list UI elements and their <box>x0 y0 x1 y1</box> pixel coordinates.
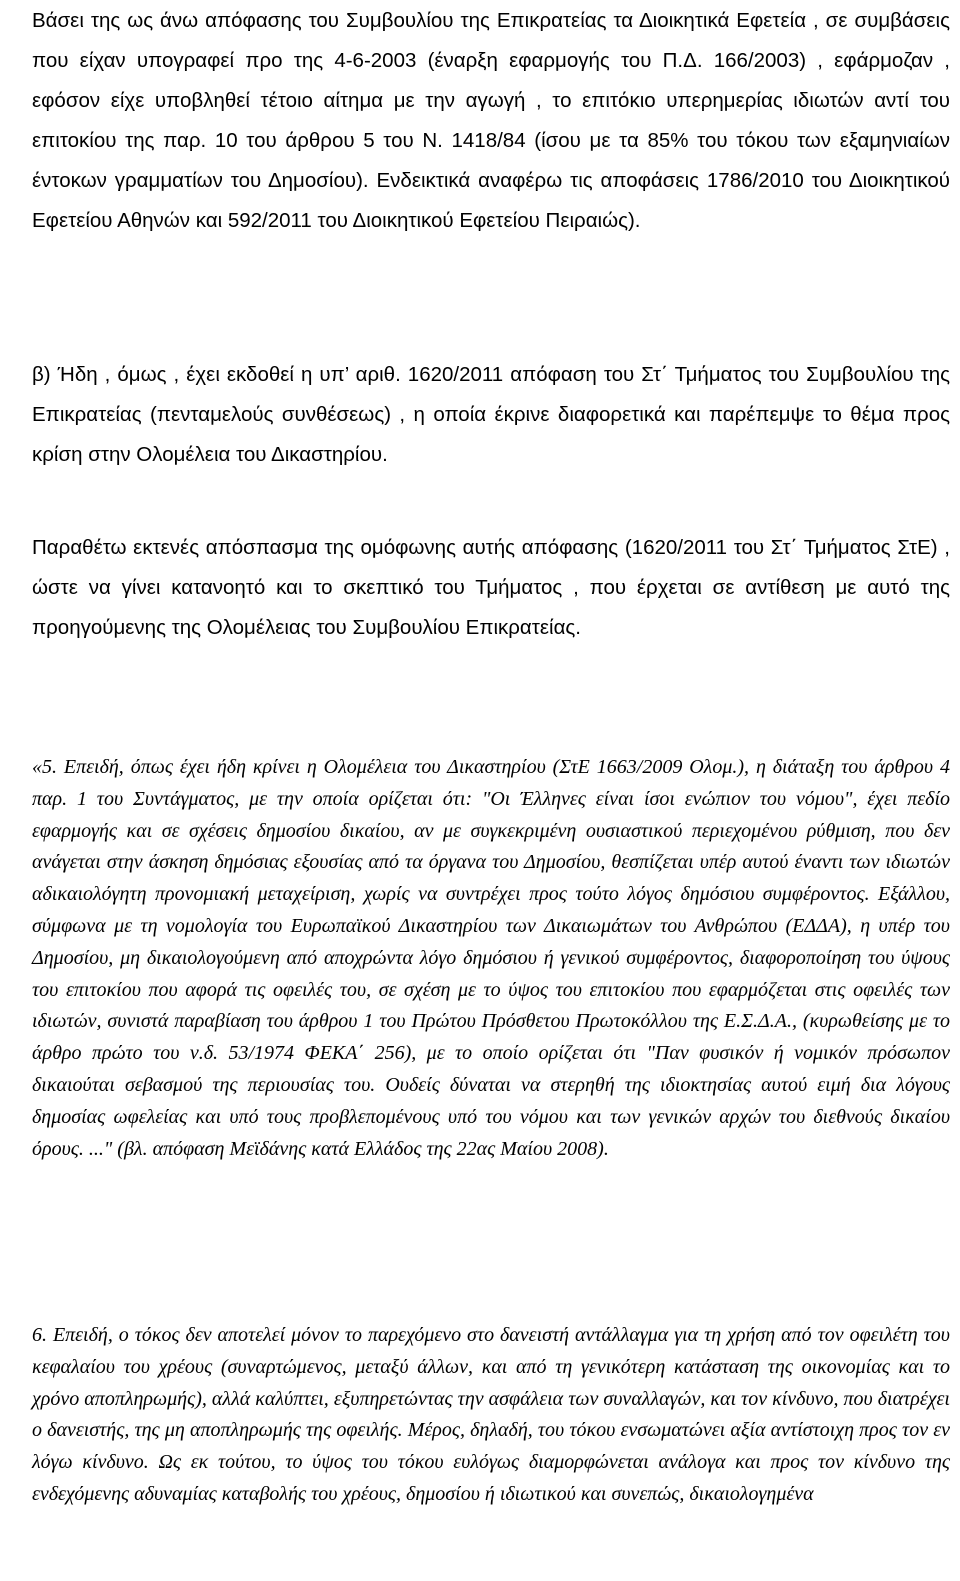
paragraph-1: Βάσει της ως άνω απόφασης του Συμβουλίου της Επικρατείας τα Διοικητικά Εφετεία , σε συμβάσεις που είχαν υπογραφεί προ της 4-6-2003 (έναρξη εφαρμογής του Π.Δ. 166/2003) , εφάρμοζαν , εφόσον είχε υποβληθεί τέτοιο αίτημα με την αγωγή , το επιτόκιο υπερημερίας ιδιωτών αντί του επιτοκίου της παρ. 10 του άρθρου 5 του Ν. 1418/84 (ίσου με τα 85% του τόκου των εξαμηνιαίων έντοκων γραμματίων του Δημοσίου). Ενδεικτικά αναφέρω τις αποφάσεις 1786/2010 του Διοικητικού Εφετείου Αθηνών και 592/2011 του Διοικητικού Εφετείου Πειραιώς). <box>32 9 950 232</box>
quote-paragraph-5: «5. Επειδή, όπως έχει ήδη κρίνει η Ολομέλεια του Δικαστηρίου (ΣτΕ 1663/2009 Ολομ.), η διάταξη του άρθρου 4 παρ. 1 του Συντάγματος, με την οποία ορίζεται ότι: "Οι Έλληνες είναι ίσοι ενώπιον του νόμου", έχει πεδίο εφαρμογής και σε σχέσεις δημοσίου δικαίου, αν με συγκεκριμένη ουσιαστικού περιεχομένου ρύθμιση, που δεν ανάγεται στην άσκηση δημόσιας εξουσίας από τα όργανα του Δημοσίου, θεσπίζεται υπέρ αυτού έναντι των ιδιωτών αδικαιολόγητη προνομιακή μεταχείριση, χωρίς να συντρέχει προς τούτο λόγος δημόσιου συμφέροντος. Εξάλλου, σύμφωνα με τη νομολογία του Ευρωπαϊκού Δικαστηρίου των Δικαιωμάτων του Ανθρώπου (ΕΔΔΑ), η υπέρ του Δημοσίου, μη δικαιολογούμενη από αποχρώντα λόγο δημόσιου ή γενικού συμφέροντος, διαφοροποίηση του ύψους του επιτοκίου που αφορά τις οφειλές του, σε σχέση με το ύψος του επιτοκίου που εφαρμόζεται στις οφειλές των ιδιωτών, συνιστά παραβίαση του άρθρου 1 του Πρώτου Πρόσθετου Πρωτοκόλλου της Ε.Σ.Δ.Α., (κυρωθείσης με το άρθρο πρώτο του ν.δ. 53/1974 ΦΕΚΑ΄ 256), με το οποίο ορίζεται ότι "Παν φυσικόν ή νομικόν πρόσωπον δικαιούται σεβασμού της περιουσίας του. Ουδείς δύναται να στερηθή της ιδιοκτησίας αυτού ειμή δια λόγους δημοσίας ωφελείας και υπό τους προβλεπομένους υπό του νόμου και των γενικών αρχών του διεθνούς δικαίου όρους. ..." (βλ. απόφαση Μεϊδάνης κατά Ελλάδος της 22ας Μαίου 2008). <box>32 756 950 1160</box>
paragraph-3: Παραθέτω εκτενές απόσπασμα της ομόφωνης αυτής απόφασης (1620/2011 του Στ΄ Τμήματος ΣτΕ) , ώστε να γίνει κατανοητό και το σκεπτικό του Τμήματος , που έρχεται σε αντίθεση με αυτό της προηγούμενης της Ολομέλειας του Συμβουλίου Επικρατείας. <box>32 536 950 639</box>
quote-paragraph-6: 6. Επειδή, ο τόκος δεν αποτελεί μόνον το παρεχόμενο στο δανειστή αντάλλαγμα για τη χρήση από τον οφειλέτη του κεφαλαίου του χρέους (συναρτώμενος, μεταξύ άλλων, και από τη γενικότερη κατάσταση της οικονομίας και το χρόνο αποπληρωμής), αλλά καλύπτει, εξυπηρετώντας την ασφάλεια των συναλλαγών, και τον κίνδυνο, που διατρέχει ο δανειστής, της μη αποπληρωμής της οφειλής. Μέρος, δηλαδή, του τόκου ενσωματώνει αξία αντίστοιχη προς τον εν λόγω κίνδυνο. Ως εκ τούτου, το ύψος του τόκου ευλόγως διαμορφώνεται ανάλογα και προς τον κίνδυνο της ενδεχόμενης αδυναμίας καταβολής του χρέους, δημοσίου ή ιδιωτικού και συνεπώς, δικαιολογημένα <box>32 1324 950 1505</box>
paragraph-2: β) Ήδη , όμως , έχει εκδοθεί η υπ’ αριθ. 1620/2011 απόφαση του Στ΄ Τμήματος του Συμβουλίου της Επικρατείας (πενταμελούς συνθέσεως) , η οποία έκρινε διαφορετικά και παρέπεμψε το θέμα προς κρίση στην Ολομέλεια του Δικαστηρίου. <box>32 363 950 466</box>
